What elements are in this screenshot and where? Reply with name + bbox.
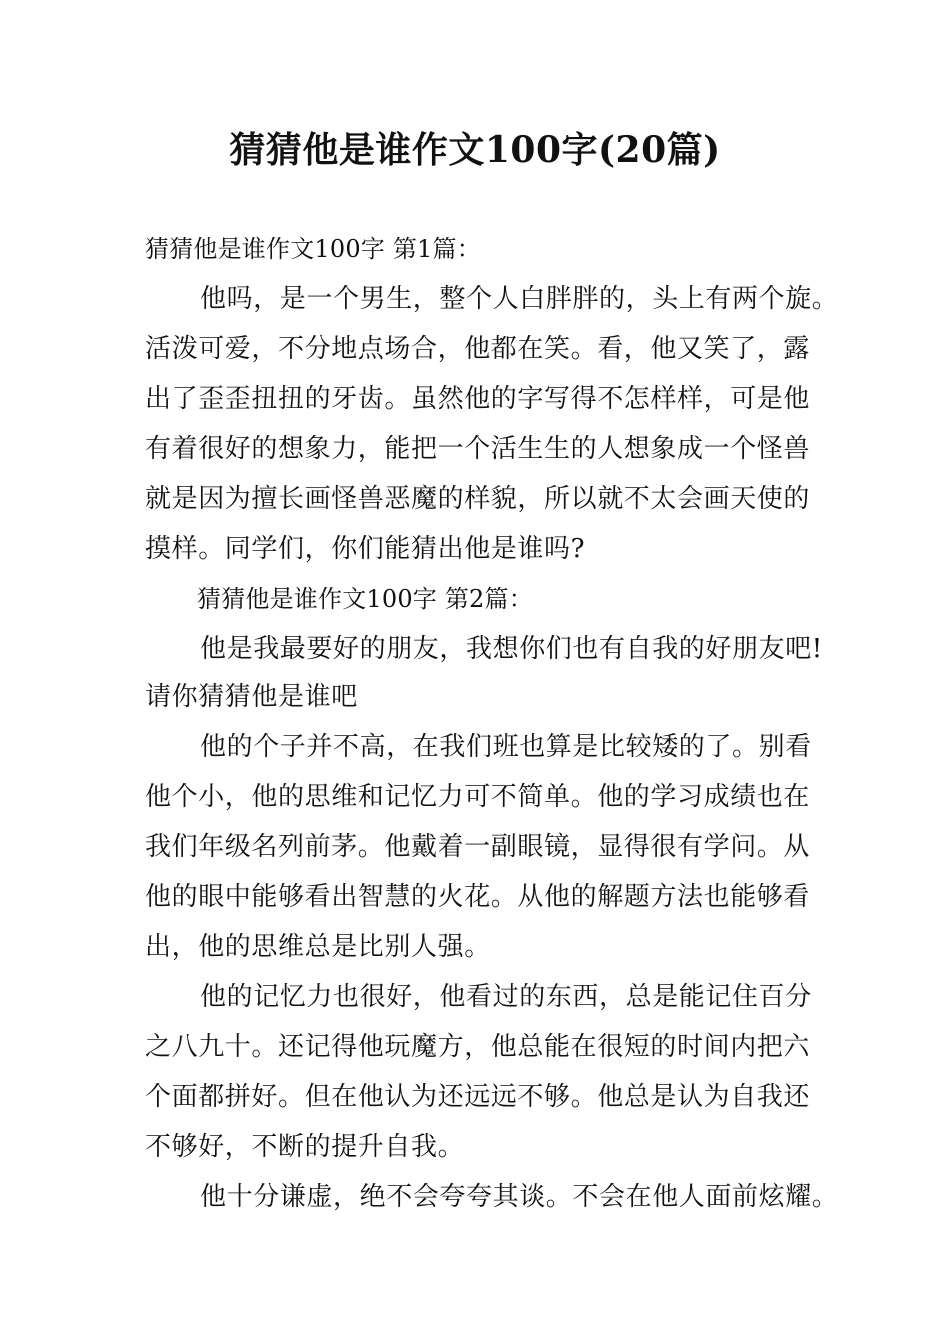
- paragraph-line: 出，他的思维总是比别人强。: [145, 932, 491, 962]
- paragraph-line: 他的眼中能够看出智慧的火花。从他的解题方法也能够看: [145, 882, 811, 912]
- paragraph-line: 他的记忆力也很好，他看过的东西，总是能记住百分: [200, 982, 812, 1012]
- paragraph-line: 不够好，不断的提升自我。: [145, 1132, 465, 1162]
- paragraph-line: 他个小，他的思维和记忆力可不简单。他的学习成绩也在: [145, 782, 811, 812]
- paragraph-line: 他是我最要好的朋友，我想你们也有自我的好朋友吧!: [200, 634, 823, 664]
- paragraph-line: 就是因为擅长画怪兽恶魔的样貌，所以就不太会画天使的: [145, 484, 811, 514]
- section-heading-1: 猜猜他是谁作文100字 第1篇：: [145, 235, 481, 263]
- paragraph-line: 他的个子并不高，在我们班也算是比较矮的了。别看: [200, 732, 812, 762]
- paragraph-line: 个面都拼好。但在他认为还远远不够。他总是认为自我还: [145, 1082, 811, 1112]
- paragraph-line: 出了歪歪扭扭的牙齿。虽然他的字写得不怎样样，可是他: [145, 384, 811, 414]
- paragraph-line: 之八九十。还记得他玩魔方，他总能在很短的时间内把六: [145, 1032, 811, 1062]
- document-title: 猜猜他是谁作文100字(20篇): [229, 129, 721, 171]
- paragraph-line: 活泼可爱，不分地点场合，他都在笑。看，他又笑了，露: [145, 334, 811, 364]
- paragraph-line: 他十分谦虚，绝不会夸夸其谈。不会在他人面前炫耀。: [200, 1182, 839, 1212]
- paragraph-line: 摸样。同学们，你们能猜出他是谁吗?: [145, 534, 586, 564]
- paragraph-line: 有着很好的想象力，能把一个活生生的人想象成一个怪兽: [145, 434, 811, 464]
- paragraph-line: 他吗，是一个男生，整个人白胖胖的，头上有两个旋。: [200, 284, 839, 314]
- paragraph-line: 我们年级名列前茅。他戴着一副眼镜，显得很有学问。从: [145, 832, 811, 862]
- paragraph-line: 请你猜猜他是谁吧: [145, 682, 358, 712]
- section-heading-2: 猜猜他是谁作文100字 第2篇：: [197, 585, 533, 613]
